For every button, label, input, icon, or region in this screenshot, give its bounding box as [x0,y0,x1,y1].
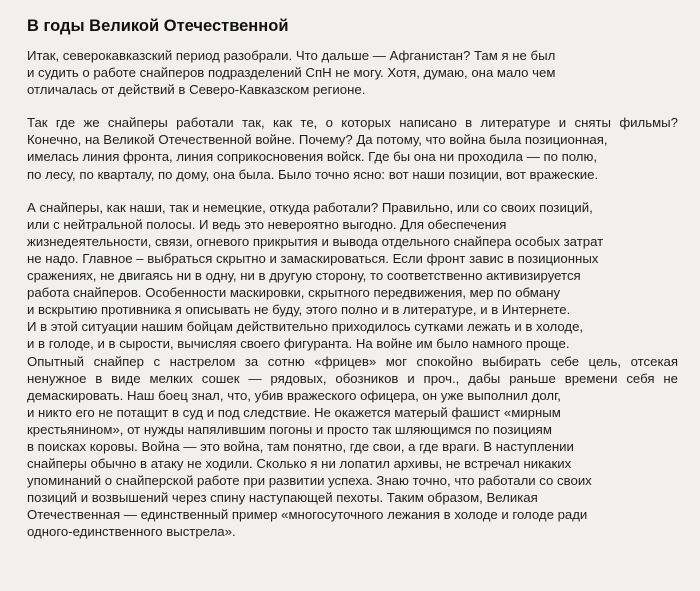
paragraph-line: Итак, северокавказский период разобрали. Что дальше — Афганистан? Там я не был [27,48,556,63]
paragraph-line: крестьянином», от нужды напялившим погоны и просто так шляющимся по позициям [27,421,552,437]
paragraph-line: не надо. Главное – выбраться скрытно и замаскироваться. Если фронт завис в позиционных [27,250,599,266]
paragraph-line: и вскрытию противника я описывать не буду, этого полно и в литературе, и в Интернете. [27,302,571,318]
paragraph-line: в поисках коровы. Война — это война, там понятно, где свои, а где враги. В наступлении [27,438,574,454]
article-title: В годы Великой Отечественной [27,17,289,35]
paragraph-line: Так где же снайперы работали так, как те, о которых написано в литературе и сняты фильмы? [27,115,678,131]
paragraph-line: жизнедеятельности, связи, огневого прикрытия и вывода отдельного снайпера особых затрат [27,233,604,249]
article-body [27,47,678,541]
paragraph-line: демаскировать. Наш боец знал, что, убив вражеского офицера, он уже выполнил долг, [27,387,561,403]
paragraph-line: позиций и возвышений через спину наступающей пехоты. Таким образом, Великая [27,490,538,506]
paragraph-line: сражениях, не двигаясь ни в одну, ни в другую сторону, то соответственно активизируется [27,268,581,284]
paragraph-line: ненужное в виде мелких сошек — рядовых, обозников и проч., дабы раньше времени себя не [27,370,678,386]
paragraph-line: или с нейтральной полосы. И ведь это невероятно выгодно. Для обеспечения [27,216,507,232]
paragraph-line: имелась линия фронта, линия соприкосновения войск. Где бы она ни проходила — по полю, [27,149,598,165]
paragraph [27,47,678,98]
paragraph-line: Отечественная — единственный пример «многосуточного лежания в холоде и голоде ради [27,507,588,523]
paragraph [27,199,678,541]
paragraph-line: упоминаний о снайперской работе при развитии успеха. Знаю точно, что работали со своих [27,473,592,489]
paragraph-line: и никто его не потащит в суд и под следствие. Не окажется матерый фашист «мирным [27,404,561,420]
paragraph-line: И в этой ситуации нашим бойцам действительно приходилось сутками лежать и в холоде, [27,319,584,335]
paragraph-line: А снайперы, как наши, так и немецкие, откуда работали? Правильно, или со своих позиций, [27,199,593,215]
paragraph [27,114,678,182]
paragraph-line: работа снайперов. Особенности маскировки, скрытного передвижения, мер по обману [27,285,561,301]
paragraph-line: и судить о работе снайперов подразделений СпН не могу. Хотя, думаю, она мало чем [27,65,556,81]
paragraph-line: отличалась от действий в Северо-Кавказском регионе. [27,82,366,98]
paragraph-line: одного-единственного выстрела». [27,524,236,540]
paragraph-line: снайперы обычно в атаку не ходили. Сколько я ни лопатил архивы, не встречал никаких [27,456,572,472]
paragraph-line: Конечно, на Великой Отечественной войне. Почему? Да потому, что война была позиционная, [27,132,608,148]
paragraph-line: и в голоде, и в сырости, вычисляя своего фигуранта. На войне им было намного проще. [27,336,570,352]
paragraph-line: Опытный снайпер с настрелом за сотню «фрицев» мог спокойно выбирать себе цель, отсекая [27,353,678,369]
paragraph-line: по лесу, по кварталу, по дому, она была. Было точно ясно: вот наши позиции, вот вражеские. [27,166,599,182]
